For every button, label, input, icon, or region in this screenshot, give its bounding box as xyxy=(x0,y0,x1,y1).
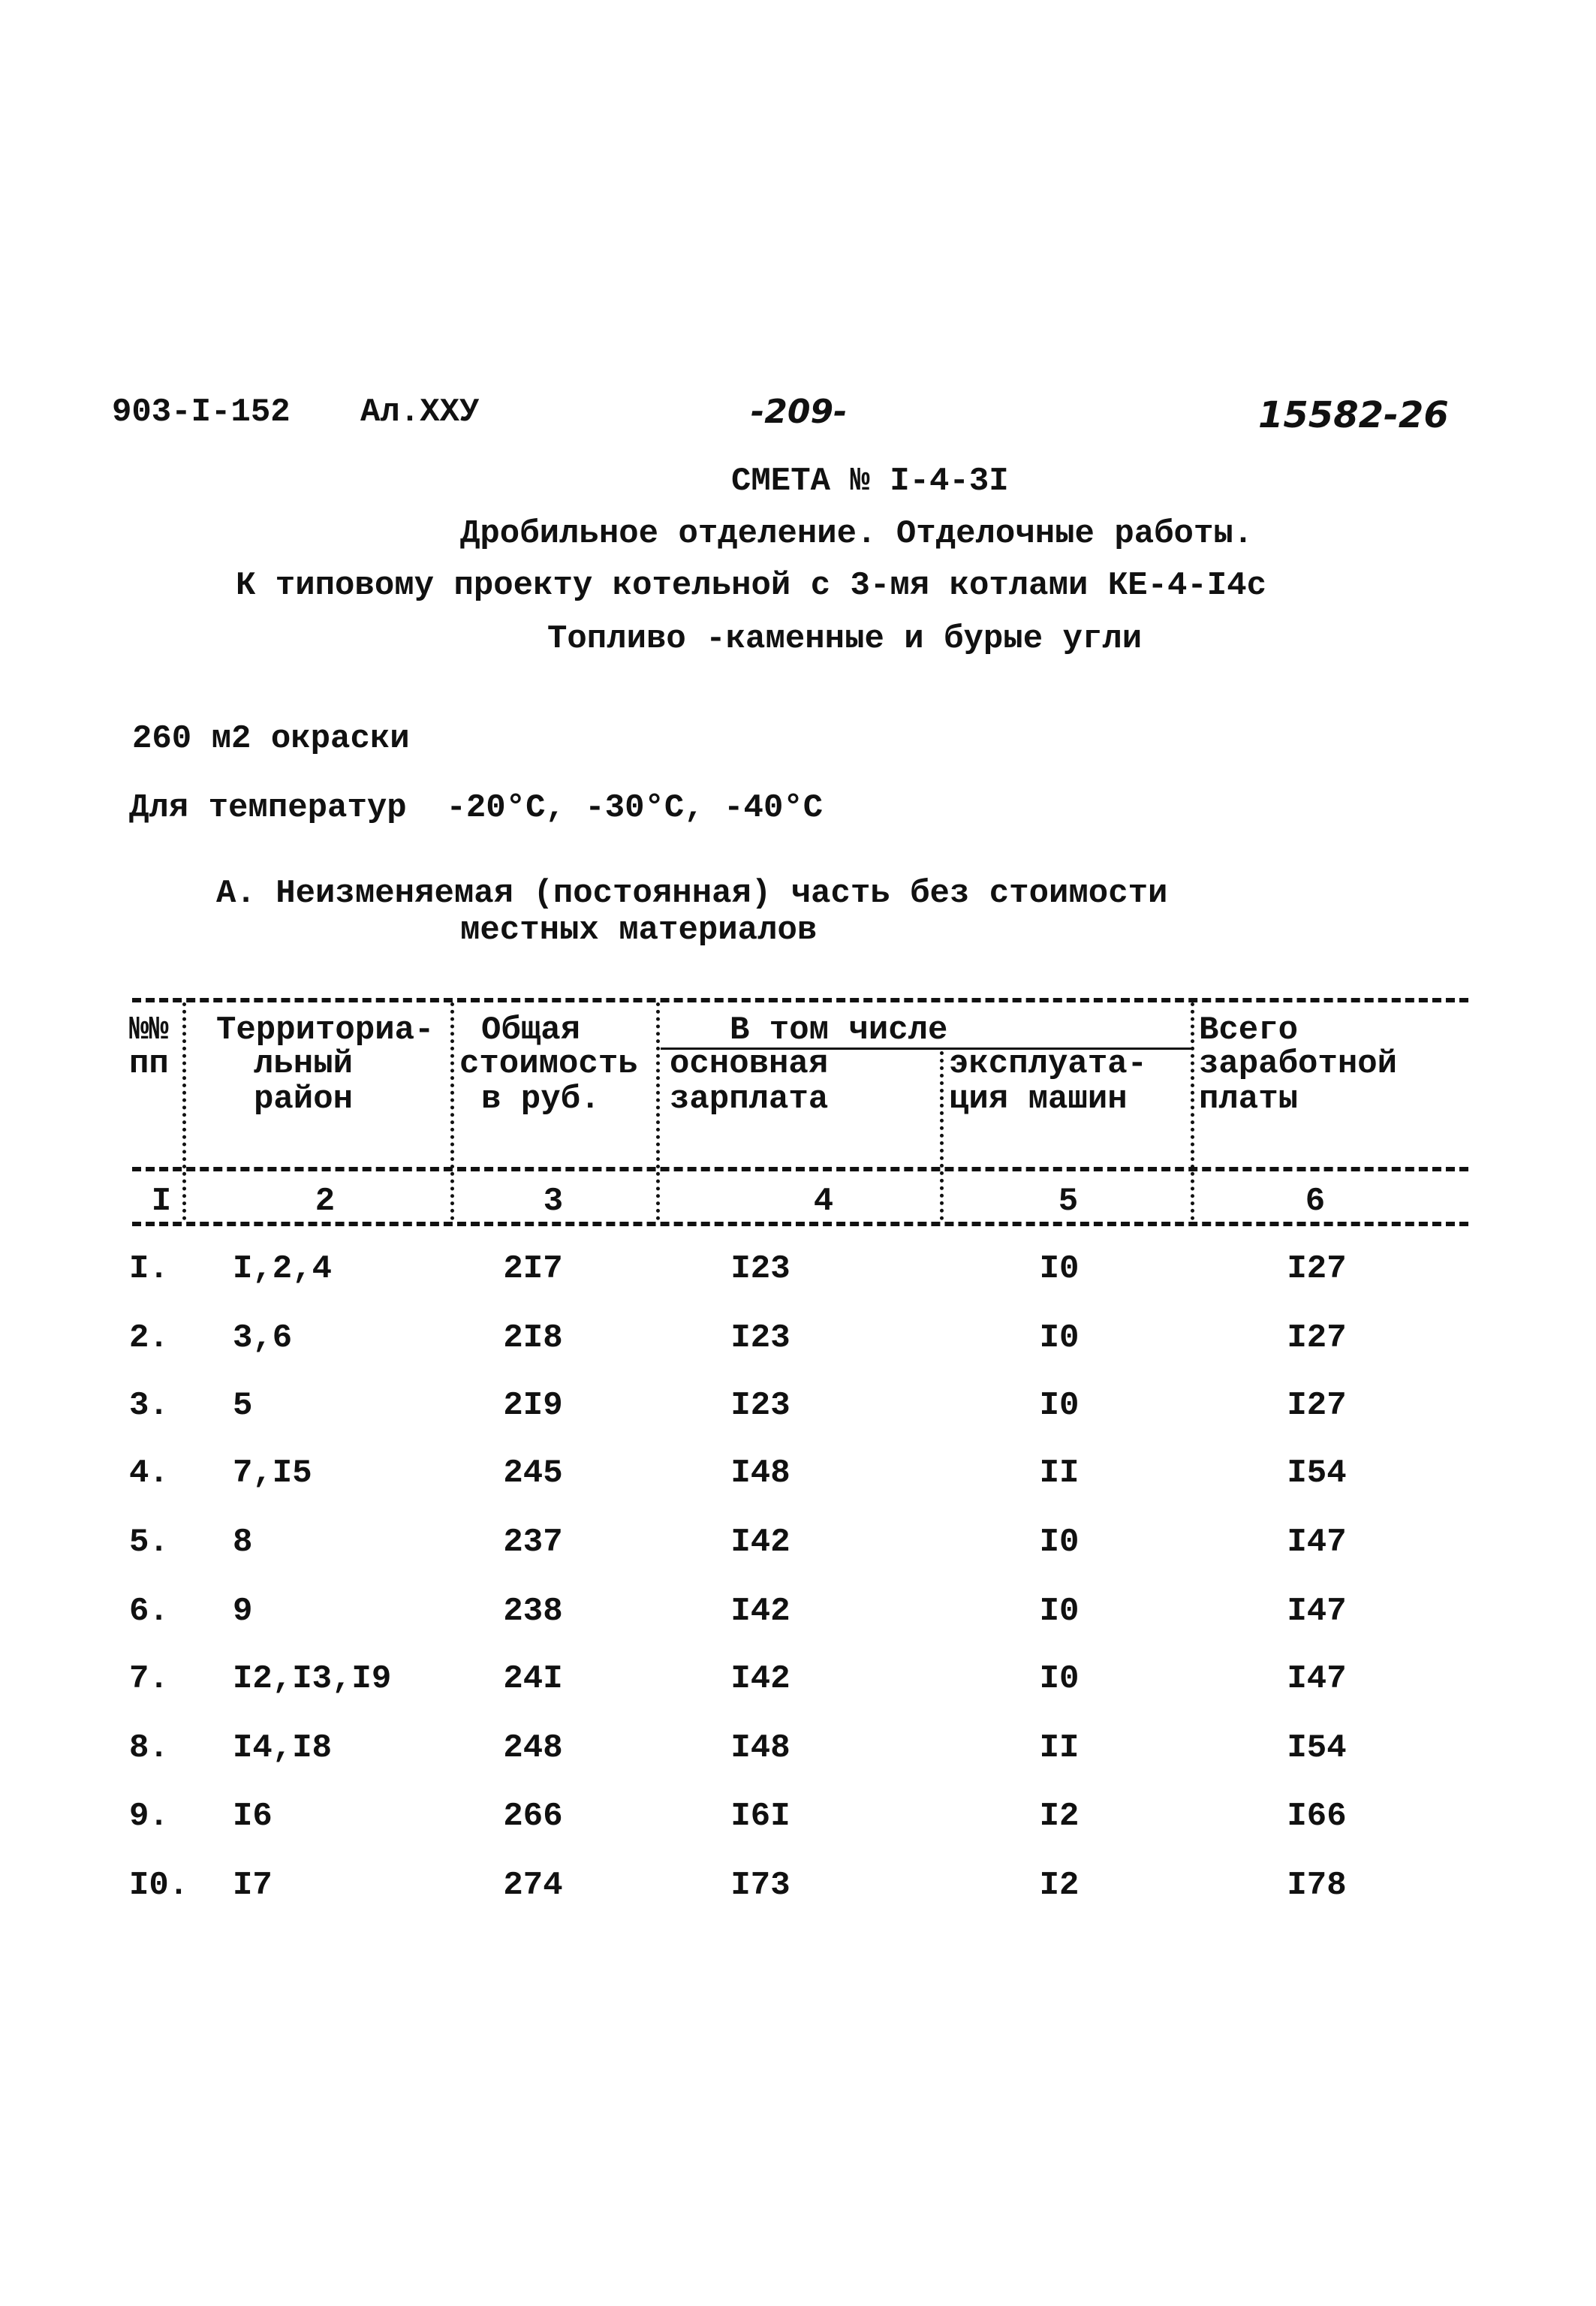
machine-operation: II xyxy=(1039,1454,1080,1492)
estimate-number: СМЕТА № I-4-3I xyxy=(731,463,1009,500)
territorial-district: 3,6 xyxy=(233,1319,293,1357)
header-c6-line3: платы xyxy=(1199,1081,1299,1118)
machine-operation: I2 xyxy=(1039,1798,1080,1835)
header-c4-line1: основная xyxy=(670,1045,829,1083)
territorial-district: I4,I8 xyxy=(233,1729,333,1767)
total-cost: 238 xyxy=(503,1593,563,1630)
row-number: 6. xyxy=(129,1593,169,1630)
total-cost: 2I7 xyxy=(503,1250,563,1288)
column-number-3: 3 xyxy=(543,1183,564,1220)
title-line-2: К типовому проекту котельной с 3-мя котлами КЕ-4-I4с xyxy=(236,567,1267,604)
total-cost: 237 xyxy=(503,1524,563,1561)
machine-operation: II xyxy=(1039,1729,1080,1767)
title-line-1: Дробильное отделение. Отделочные работы. xyxy=(460,515,1254,553)
total-wages: I54 xyxy=(1287,1729,1347,1767)
column-number-1: I xyxy=(151,1183,172,1220)
header-bottom-rule xyxy=(132,1167,1468,1171)
column-separator xyxy=(450,1002,454,1220)
column-separator xyxy=(1191,1002,1194,1220)
table-top-rule xyxy=(132,998,1468,1002)
base-salary: I23 xyxy=(730,1319,790,1357)
row-number: 5. xyxy=(129,1524,169,1561)
header-c3-line1: Общая xyxy=(481,1011,581,1049)
header-c2-line1: Территориа- xyxy=(216,1011,435,1049)
total-cost: 2I9 xyxy=(503,1387,563,1424)
column-separator xyxy=(182,1002,186,1220)
album-number: Ал.XXУ xyxy=(360,393,480,431)
column-separator xyxy=(656,1002,660,1220)
page-number: -209- xyxy=(751,393,848,431)
header-c6-line1: Всего xyxy=(1199,1011,1299,1049)
header-c3-line2: стоимость xyxy=(459,1045,638,1083)
total-wages: I78 xyxy=(1287,1867,1347,1904)
row-number: 4. xyxy=(129,1454,169,1492)
row-number: I. xyxy=(129,1250,169,1288)
sheet-code: 15582-26 xyxy=(1258,394,1449,436)
total-wages: I47 xyxy=(1287,1593,1347,1630)
header-c1-line1: №№ xyxy=(129,1011,169,1049)
header-group: В том числе xyxy=(730,1011,948,1049)
base-salary: I42 xyxy=(730,1593,790,1630)
column-number-4: 4 xyxy=(813,1183,834,1220)
section-title-1: А. Неизменяемая (постоянная) часть без стоимости xyxy=(216,875,1168,912)
volume-info: 260 м2 окраски xyxy=(132,720,410,758)
header-c6-line2: заработной xyxy=(1199,1045,1398,1083)
territorial-district: 7,I5 xyxy=(233,1454,312,1492)
column-numbers-rule xyxy=(132,1222,1468,1226)
machine-operation: I0 xyxy=(1039,1250,1080,1288)
total-wages: I47 xyxy=(1287,1524,1347,1561)
machine-operation: I0 xyxy=(1039,1387,1080,1424)
column-separator xyxy=(940,1051,944,1220)
machine-operation: I0 xyxy=(1039,1660,1080,1698)
territorial-district: I6 xyxy=(233,1798,273,1835)
header-c4-line2: зарплата xyxy=(670,1081,829,1118)
row-number: 8. xyxy=(129,1729,169,1767)
base-salary: I48 xyxy=(730,1729,790,1767)
doc-code: 903-I-152 xyxy=(112,393,291,431)
total-cost: 245 xyxy=(503,1454,563,1492)
territorial-district: 8 xyxy=(233,1524,253,1561)
total-cost: 24I xyxy=(503,1660,563,1698)
total-cost: 266 xyxy=(503,1798,563,1835)
header-c3-line3: в руб. xyxy=(481,1081,601,1118)
row-number: 9. xyxy=(129,1798,169,1835)
total-wages: I27 xyxy=(1287,1319,1347,1357)
base-salary: I42 xyxy=(730,1524,790,1561)
column-number-6: 6 xyxy=(1305,1183,1326,1220)
header-c5-line1: эксплуата- xyxy=(949,1045,1148,1083)
territorial-district: 5 xyxy=(233,1387,253,1424)
base-salary: I23 xyxy=(730,1250,790,1288)
row-number: 3. xyxy=(129,1387,169,1424)
machine-operation: I0 xyxy=(1039,1593,1080,1630)
temperature-info: Для температур -20°С, -30°С, -40°С xyxy=(129,789,824,827)
section-title-2: местных материалов xyxy=(460,912,818,949)
total-wages: I27 xyxy=(1287,1250,1347,1288)
total-wages: I66 xyxy=(1287,1798,1347,1835)
total-wages: I27 xyxy=(1287,1387,1347,1424)
total-wages: I54 xyxy=(1287,1454,1347,1492)
total-cost: 2I8 xyxy=(503,1319,563,1357)
base-salary: I48 xyxy=(730,1454,790,1492)
header-c2-line2: льный xyxy=(254,1045,354,1083)
row-number: 7. xyxy=(129,1660,169,1698)
territorial-district: 9 xyxy=(233,1593,253,1630)
header-c2-line3: район xyxy=(254,1081,354,1118)
row-number: 2. xyxy=(129,1319,169,1357)
machine-operation: I0 xyxy=(1039,1319,1080,1357)
header-c5-line2: ция машин xyxy=(949,1081,1128,1118)
column-number-2: 2 xyxy=(315,1183,336,1220)
base-salary: I23 xyxy=(730,1387,790,1424)
territorial-district: I,2,4 xyxy=(233,1250,333,1288)
base-salary: I42 xyxy=(730,1660,790,1698)
total-cost: 274 xyxy=(503,1867,563,1904)
base-salary: I6I xyxy=(730,1798,790,1835)
machine-operation: I2 xyxy=(1039,1867,1080,1904)
row-number: I0. xyxy=(129,1867,189,1904)
base-salary: I73 xyxy=(730,1867,790,1904)
header-c1-line2: пп xyxy=(129,1045,169,1083)
total-cost: 248 xyxy=(503,1729,563,1767)
column-number-5: 5 xyxy=(1058,1183,1079,1220)
total-wages: I47 xyxy=(1287,1660,1347,1698)
machine-operation: I0 xyxy=(1039,1524,1080,1561)
territorial-district: I2,I3,I9 xyxy=(233,1660,392,1698)
title-line-3: Топливо -каменные и бурые угли xyxy=(547,620,1143,658)
territorial-district: I7 xyxy=(233,1867,273,1904)
